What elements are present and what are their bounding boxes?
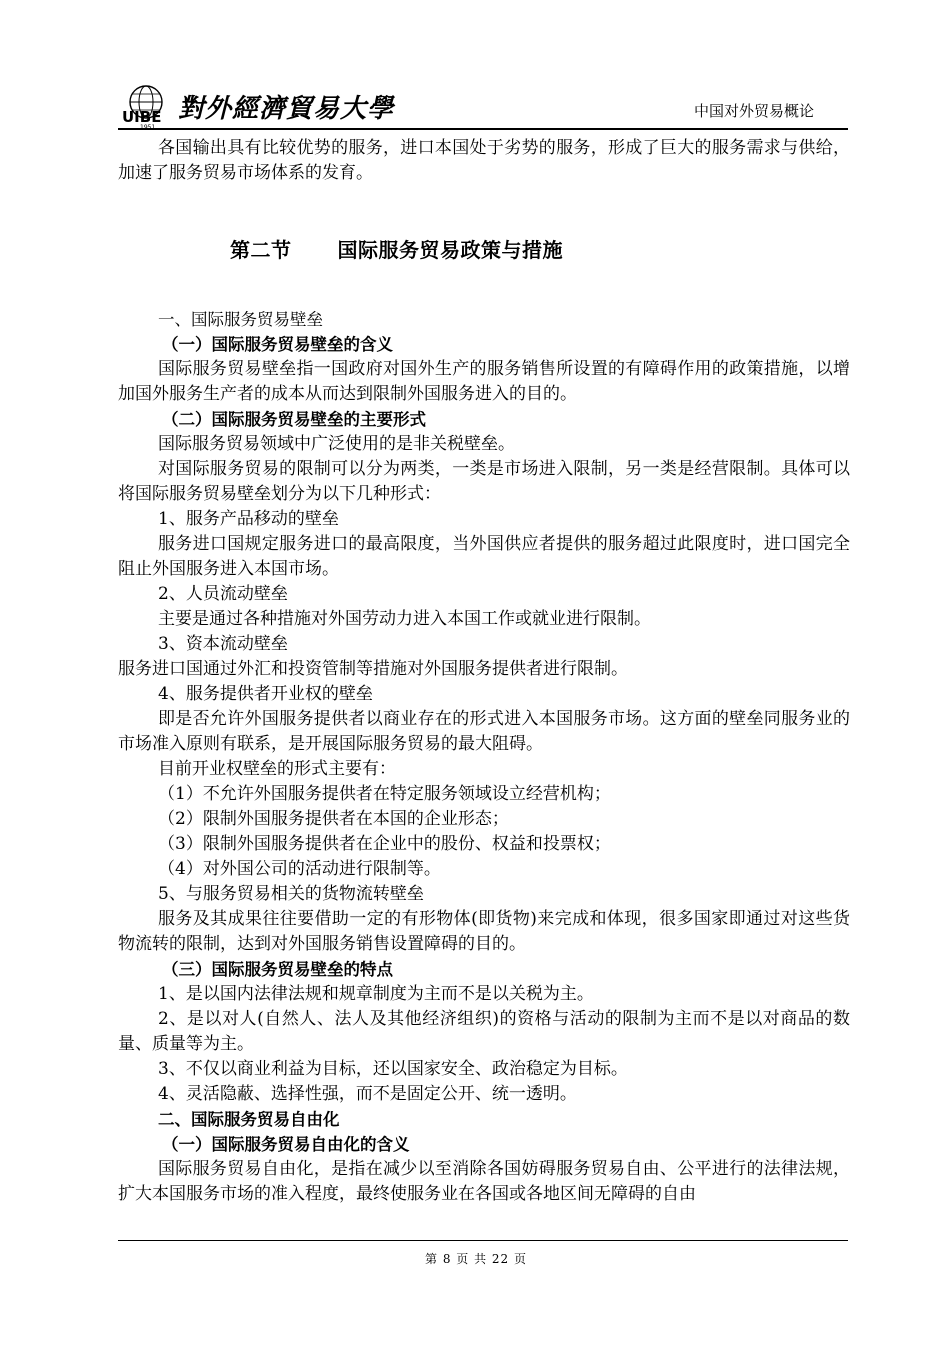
list-item: （3）限制外国服务提供者在企业中的股份、权益和投票权； — [158, 834, 611, 854]
globe-emblem-icon — [118, 82, 178, 130]
subheading-capital: 3、资本流动壁垒 — [158, 634, 288, 654]
feature-3: 3、不仅以商业利益为目标，还以国家安全、政治稳定为目标。 — [158, 1059, 628, 1079]
feature-2: 2、是以对人(自然人、法人及其他经济组织)的资格与活动的限制为主而不是以对商品的数量、质量等为主。 — [118, 1009, 850, 1054]
university-logo — [118, 82, 395, 130]
subheading-personnel: 2、人员流动壁垒 — [158, 584, 288, 604]
paragraph-establishment-forms: 目前开业权壁垒的形式主要有： — [158, 759, 396, 779]
paragraph-intro: 各国输出具有比较优势的服务，进口本国处于劣势的服务，形成了巨大的服务需求与供给，加速了服务贸易市场体系的发育。 — [118, 138, 850, 183]
heading-liberalization-meaning: （一）国际服务贸易自由化的含义 — [162, 1135, 410, 1154]
page-number: 第 8 页 共 22 页 — [425, 1252, 527, 1266]
header-divider — [118, 128, 848, 130]
heading-barrier-forms: （二）国际服务贸易壁垒的主要形式 — [162, 410, 426, 429]
section-number: 第二节 — [230, 238, 292, 262]
subheading-service-product: 1、服务产品移动的壁垒 — [158, 509, 339, 529]
page-body — [118, 136, 850, 1207]
footer-divider — [118, 1240, 848, 1241]
section-title: 国际服务贸易政策与措施 — [337, 238, 563, 262]
document-title: 中国对外贸易概论 — [693, 102, 814, 120]
list-item: （2）限制外国服务提供者在本国的企业形态； — [158, 809, 509, 829]
paragraph-personnel: 主要是通过各种措施对外国劳动力进入本国工作或就业进行限制。 — [158, 609, 651, 629]
list-item: （1）不允许外国服务提供者在特定服务领域设立经营机构； — [158, 784, 611, 804]
paragraph-barrier-meaning: 国际服务贸易壁垒指一国政府对国外生产的服务销售所设置的有障碍作用的政策措施，以增加国外服务生产者的成本从而达到限制外国服务进入的目的。 — [118, 359, 850, 404]
heading-liberalization: 二、国际服务贸易自由化 — [158, 1110, 340, 1129]
feature-4: 4、灵活隐蔽、选择性强，而不是固定公开、统一透明。 — [158, 1084, 577, 1104]
paragraph-establishment: 即是否允许外国服务提供者以商业存在的形式进入本国服务市场。这方面的壁垒同服务业的市场准入原则有联系，是开展国际服务贸易的最大阻碍。 — [118, 709, 850, 754]
paragraph-capital: 服务进口国通过外汇和投资管制等措施对外国服务提供者进行限制。 — [118, 659, 628, 679]
section-heading — [230, 238, 850, 263]
heading-barrier-meaning: （一）国际服务贸易壁垒的含义 — [162, 335, 393, 354]
heading-barriers: 一、国际服务贸易壁垒 — [158, 310, 323, 329]
feature-1: 1、是以国内法律法规和规章制度为主而不是以关税为主。 — [158, 984, 594, 1004]
paragraph-goods-flow: 服务及其成果往往要借助一定的有形物体(即货物)来完成和体现，很多国家即通过对这些货物流转的限制，达到对外国服务销售设置障碍的目的。 — [118, 909, 850, 954]
subheading-establishment: 4、服务提供者开业权的壁垒 — [158, 684, 373, 704]
heading-barrier-features: （三）国际服务贸易壁垒的特点 — [162, 960, 393, 979]
university-name: 對外經濟貿易大學 — [178, 94, 395, 124]
paragraph-forms-1: 国际服务贸易领域中广泛使用的是非关税壁垒。 — [158, 434, 515, 454]
page-header — [118, 82, 848, 130]
logo-mark: UIBE — [122, 108, 162, 126]
paragraph-forms-2: 对国际服务贸易的限制可以分为两类，一类是市场进入限制，另一类是经营限制。具体可以将国际服务贸易壁垒划分为以下几种形式： — [118, 459, 850, 504]
paragraph-service-product: 服务进口国规定服务进口的最高限度，当外国供应者提供的服务超过此限度时，进口国完全阻止外国服务进入本国市场。 — [118, 534, 850, 579]
list-item: （4）对外国公司的活动进行限制等。 — [158, 859, 441, 879]
logo-year: 1951 — [140, 124, 156, 130]
paragraph-liberalization: 国际服务贸易自由化，是指在减少以至消除各国妨碍服务贸易自由、公平进行的法律法规，扩大本国服务市场的准入程度，最终使服务业在各国或各地区间无障碍的自由 — [118, 1159, 850, 1204]
subheading-goods-flow: 5、与服务贸易相关的货物流转壁垒 — [158, 884, 424, 904]
